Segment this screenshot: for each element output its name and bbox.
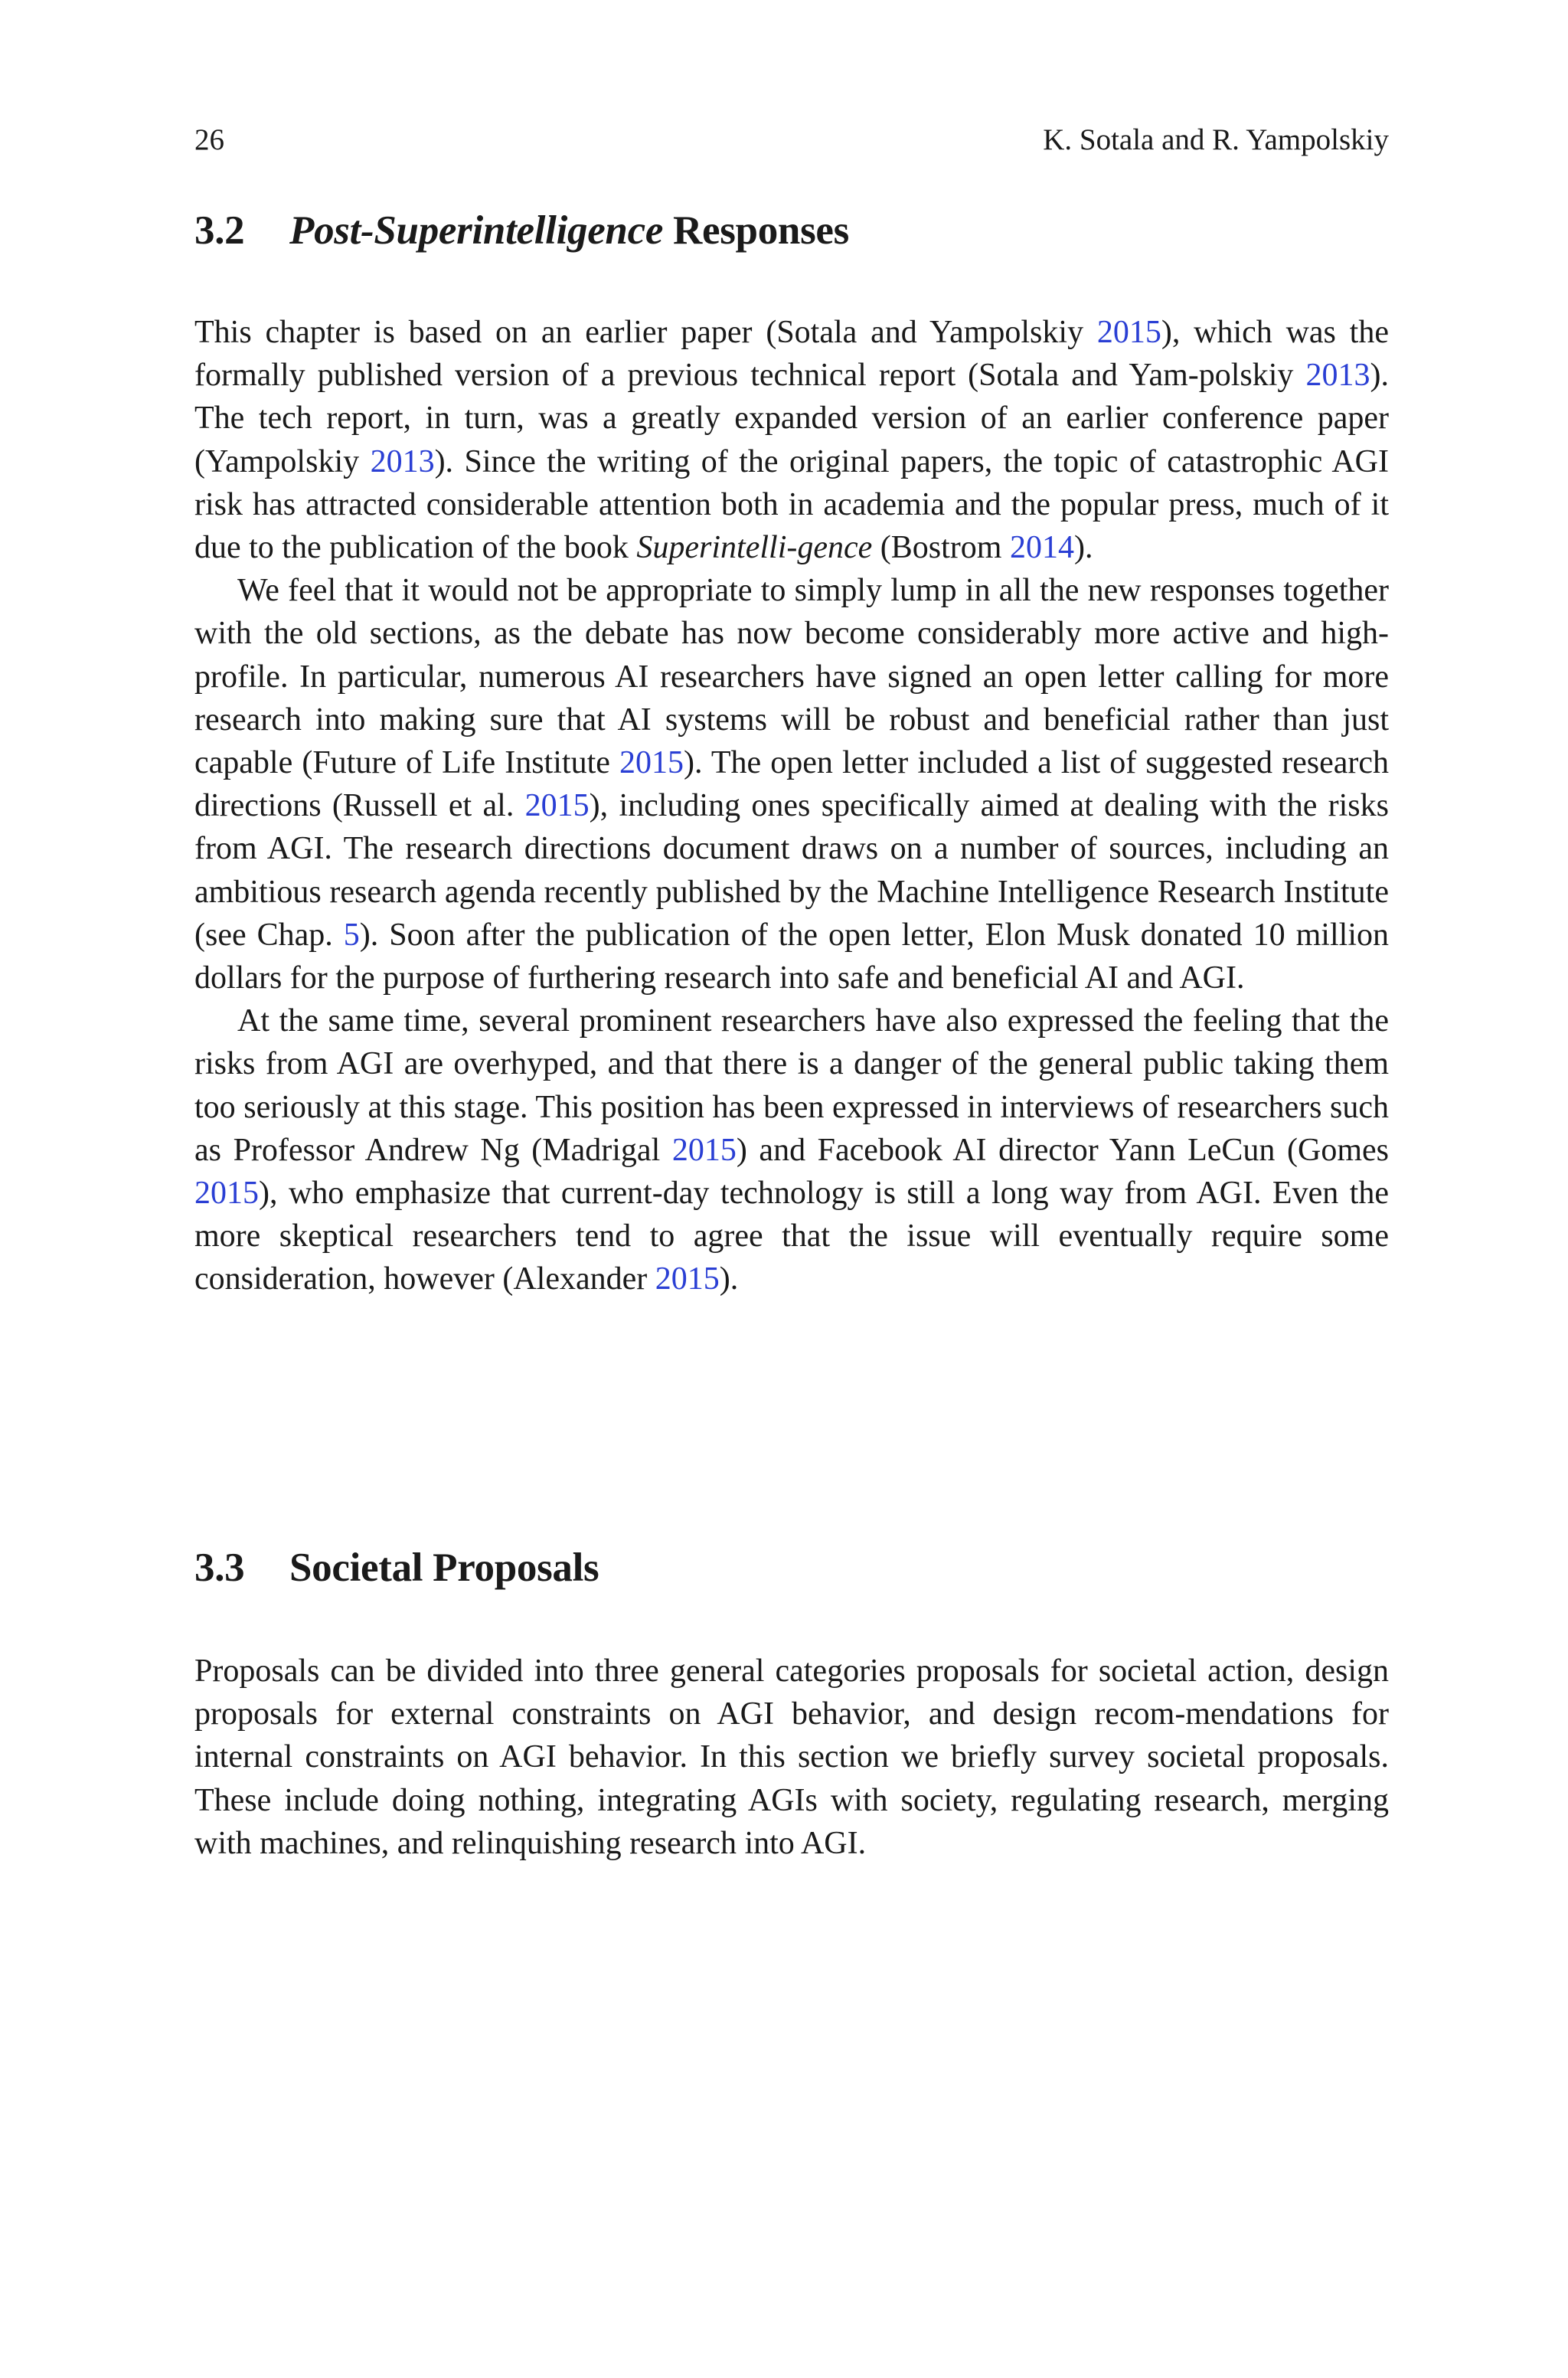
book-title: Superintelli-gence [636, 530, 873, 566]
paragraph-2 [194, 569, 1389, 999]
section-3-3-body [194, 1650, 1389, 1865]
paragraph-1 [194, 311, 1389, 569]
text-run: ). Soon after the publication of the open letter, Elon Musk donated 10 million dollars for the purpose of furthering research into safe and beneficial AI and AGI. [194, 917, 1389, 996]
citation-link[interactable]: 2015 [619, 745, 684, 781]
section-number: 3.3 [194, 1546, 245, 1590]
section-heading-3-3 [194, 1544, 1389, 1591]
citation-link[interactable]: 2015 [1096, 315, 1161, 350]
section-title-italic: Post-Superintelligence [289, 208, 664, 253]
text-run: ). Since the writing of the original papers, the topic of catastrophic AGI risk has attracted considerable attention both in academia and the popular press, much of it due to the publication of the book [194, 443, 1389, 566]
text-run: At the same time, several prominent researchers have also expressed the feeling that the risks from AGI are overhyped, and that there is a danger of the general public taking them too seriously at this stage. This position has been expressed in interviews of researchers such as Professor Andrew Ng (Madrigal [194, 1003, 1389, 1168]
citation-link[interactable]: 2014 [1009, 530, 1074, 566]
chapter-link[interactable]: 5 [343, 917, 360, 953]
text-run: ). The tech report, in turn, was a greatly expanded version of an earlier conference paper (Yampolskiy [194, 358, 1389, 479]
running-title: K. Sotala and R. Yampolskiy [1043, 123, 1389, 156]
page-number: 26 [194, 123, 224, 156]
text-run: (Bostrom [872, 530, 1010, 566]
text-run: ), including ones specifically aimed at dealing with the risks from AGI. The research directions document draws on a number of sources, including an ambitious research agenda recently published by the Machine Intelligence Research Institute (see Chap. [194, 788, 1389, 953]
paragraph-1: Proposals can be divided into three general categories proposals for societal action, design proposals for external constraints on AGI behavior, and design recom-mendations for internal constraints on AGI behavior. In this section we briefly survey societal proposals. These include doing nothing, integrating AGIs with society, regulating research, merging with machines, and relinquishing research into AGI. [194, 1653, 1389, 1861]
text-run: ). [1073, 530, 1093, 566]
citation-link[interactable]: 2015 [671, 1132, 737, 1168]
section-number: 3.2 [194, 208, 245, 253]
section-heading-3-2 [194, 207, 1389, 254]
citation-link[interactable]: 2013 [1305, 358, 1370, 394]
text-run: ), who emphasize that current-day technology is still a long way from AGI. Even the more skeptical researchers tend to agree that the issue will eventually require some consideration, however (Alexander [194, 1176, 1389, 1297]
citation-link[interactable]: 2015 [194, 1176, 259, 1212]
citation-link[interactable]: 2013 [370, 443, 435, 479]
citation-link[interactable]: 2015 [524, 788, 590, 824]
section-3-2-body [194, 311, 1389, 1301]
section-title: Societal Proposals [289, 1546, 599, 1590]
text-run: ). [719, 1261, 739, 1297]
text-run: ), which was the formally published version of a previous technical report (Sotala and Yam-polskiy [194, 315, 1389, 394]
paragraph-3 [194, 999, 1389, 1300]
text-run: This chapter is based on an earlier paper (Sotala and Yampolskiy [194, 315, 1097, 350]
text-run: ) and Facebook AI director Yann LeCun (Gomes [736, 1132, 1389, 1168]
text-run: We feel that it would not be appropriate to simply lump in all the new responses together with the old sections, as the debate has now become considerably more active and high-profile. In particular, numerous AI researchers have signed an open letter calling for more research into making sure that AI systems will be robust and beneficial rather than just capable (Future of Life Institute [194, 573, 1389, 781]
text-run: ). The open letter included a list of suggested research directions (Russell et al. [194, 745, 1389, 824]
section-title-rest: Responses [663, 208, 849, 253]
citation-link[interactable]: 2015 [655, 1261, 720, 1297]
